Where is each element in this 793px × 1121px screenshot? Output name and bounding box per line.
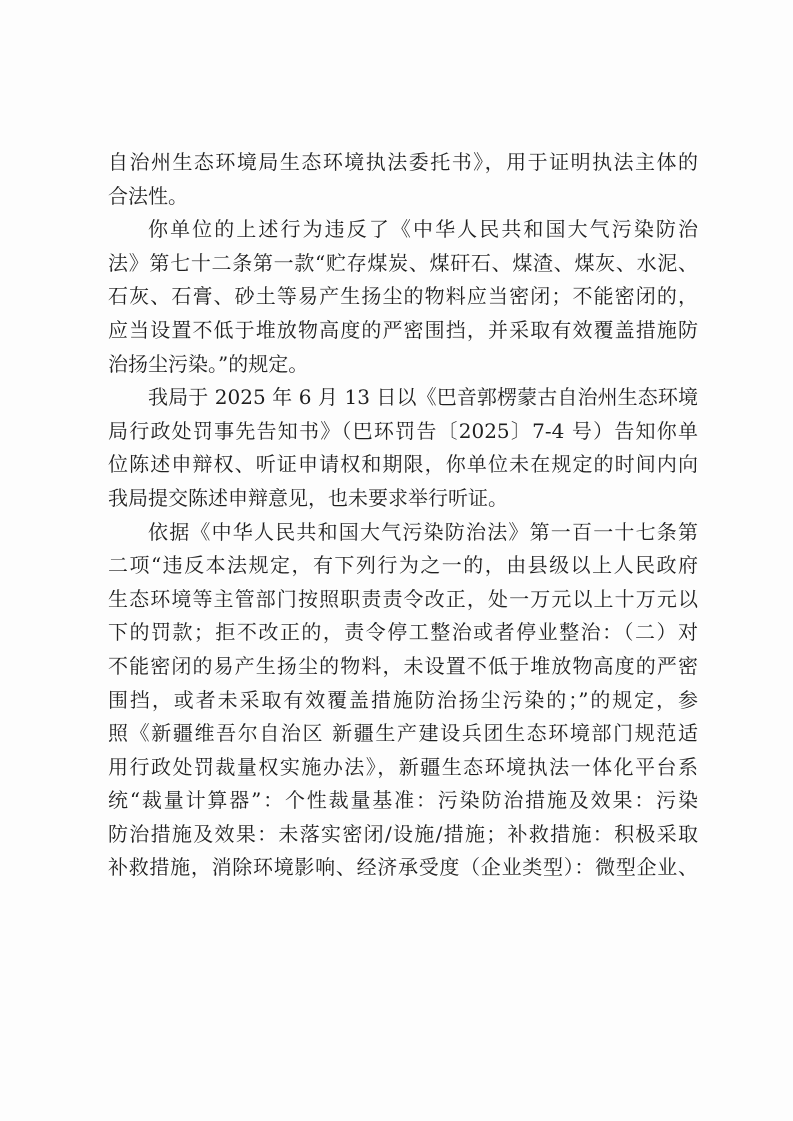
text-line: 统“裁量计算器”：个性裁量基准：污染防治措施及效果：污染 — [108, 788, 698, 813]
text-line: 治扬尘污染。”的规定。 — [108, 351, 309, 376]
text-line: 合法性。 — [108, 183, 188, 208]
text-line: 二项“违反本法规定，有下列行为之一的，由县级以上人民政府 — [108, 553, 698, 578]
text-line: 下的罚款；拒不改正的，责令停工整治或者停业整治：（二）对 — [108, 620, 698, 645]
text-line: 不能密闭的易产生扬尘的物料，未设置不低于堆放物高度的严密 — [108, 653, 698, 678]
text-line: 依据《中华人民共和国大气污染防治法》第一百一十七条第 — [148, 519, 698, 544]
document-body — [108, 146, 698, 885]
text-line: 石灰、石膏、砂土等易产生扬尘的物料应当密闭；不能密闭的， — [108, 284, 698, 309]
text-line: 围挡，或者未采取有效覆盖措施防治扬尘污染的；”的规定，参 — [108, 687, 698, 712]
text-line: 自治州生态环境局生态环境执法委托书》，用于证明执法主体的 — [108, 150, 698, 174]
text-line: 局行政处罚事先告知书》（巴环罚告〔2025〕7-4 号）告知你单 — [108, 418, 698, 443]
text-line: 防治措施及效果：未落实密闭/设施/措施；补救措施：积极采取 — [108, 821, 698, 846]
text-line: 我局于 2025 年 6 月 13 日以《巴音郭楞蒙古自治州生态环境 — [148, 385, 698, 410]
text-line: 补救措施，消除环境影响、经济承受度（企业类型）：微型企业、 — [108, 855, 698, 880]
text-line: 生态环境等主管部门按照职责责令改正，处一万元以上十万元以 — [108, 586, 698, 611]
text-line: 位陈述申辩权、听证申请权和期限，你单位未在规定的时间内向 — [108, 452, 698, 477]
text-line: 用行政处罚裁量权实施办法》，新疆生态环境执法一体化平台系 — [108, 754, 698, 779]
text-line: 照《新疆维吾尔自治区 新疆生产建设兵团生态环境部门规范适 — [108, 721, 698, 746]
text-line: 你单位的上述行为违反了《中华人民共和国大气污染防治 — [148, 217, 698, 242]
text-line: 我局提交陈述申辩意见，也未要求举行听证。 — [108, 485, 508, 510]
text-line: 应当设置不低于堆放物高度的严密围挡，并采取有效覆盖措施防 — [108, 317, 698, 342]
text-line: 法》第七十二条第一款“贮存煤炭、煤矸石、煤渣、煤灰、水泥、 — [108, 250, 698, 275]
